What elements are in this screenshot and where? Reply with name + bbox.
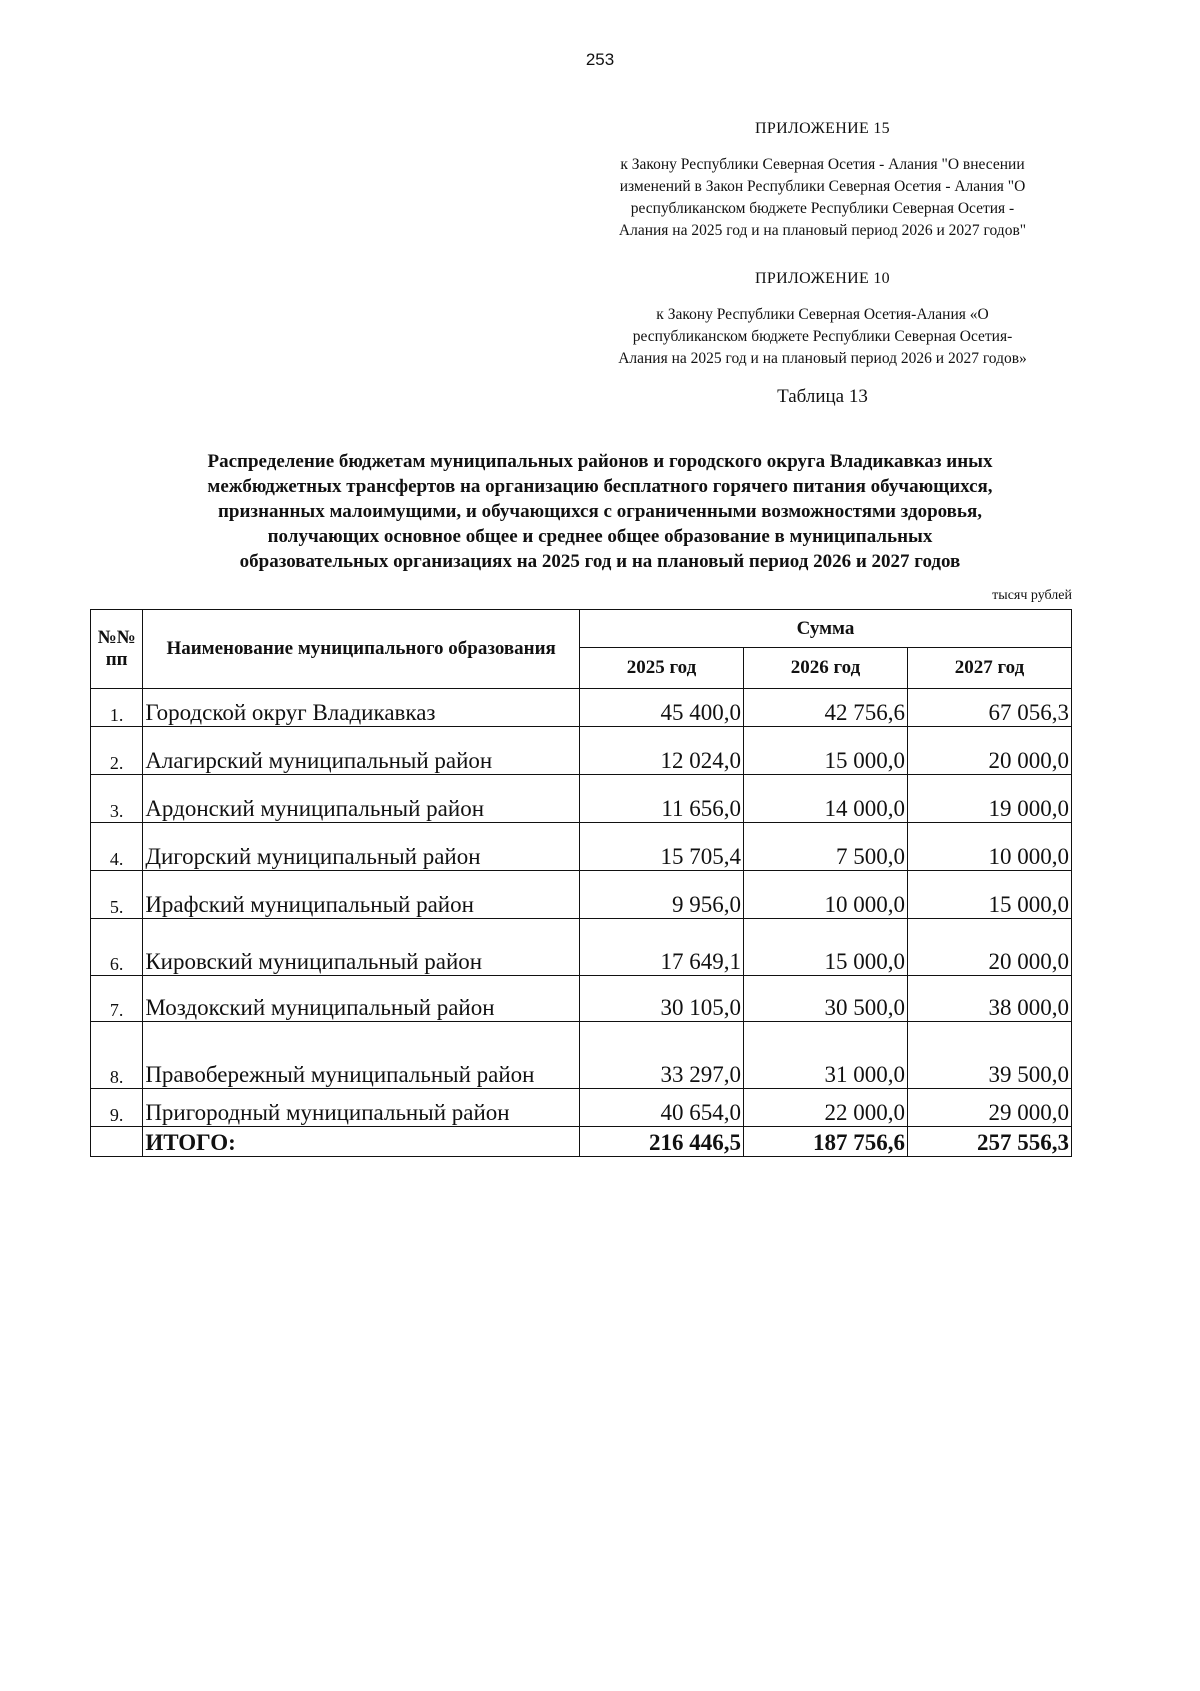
- table-row: [91, 871, 1072, 919]
- total-label: ИТОГО:: [143, 1127, 580, 1157]
- row-value-2027: 10 000,0: [907, 823, 1071, 871]
- row-number: 5.: [91, 871, 143, 919]
- row-value-2026: 7 500,0: [743, 823, 907, 871]
- row-value-2026: 42 756,6: [743, 689, 907, 727]
- appendix-15-description: [575, 154, 1070, 242]
- total-value-2025: 216 446,5: [579, 1127, 743, 1157]
- row-number: 1.: [91, 689, 143, 727]
- row-value-2025: 45 400,0: [579, 689, 743, 727]
- header-number: №№ пп: [91, 610, 143, 689]
- row-value-2027: 19 000,0: [907, 775, 1071, 823]
- row-value-2025: 9 956,0: [579, 871, 743, 919]
- row-value-2027: 20 000,0: [907, 727, 1071, 775]
- title-line: образовательных организациях на 2025 год и на плановый период 2026 и 2027 годов: [239, 551, 961, 572]
- appendix-10-description: [575, 304, 1070, 370]
- row-value-2026: 10 000,0: [743, 871, 907, 919]
- row-number: 7.: [91, 976, 143, 1022]
- appendix-15-line: к Закону Республики Северная Осетия - Алания "О внесении: [620, 156, 1025, 173]
- row-value-2027: 20 000,0: [907, 919, 1071, 976]
- title-line: признанных малоимущими, и обучающихся с ограниченными возможностями здоровья,: [217, 501, 983, 522]
- row-name: Дигорский муниципальный район: [143, 823, 580, 871]
- header-name: Наименование муниципального образования: [143, 610, 580, 689]
- row-name: Ирафский муниципальный район: [143, 871, 580, 919]
- distribution-table: [90, 609, 1072, 1157]
- row-number: 9.: [91, 1089, 143, 1127]
- appendix-15-title: ПРИЛОЖЕНИЕ 15: [755, 120, 890, 137]
- row-value-2027: 15 000,0: [907, 871, 1071, 919]
- title-line: получающих основное общее и среднее общее образование в муниципальных: [267, 526, 933, 547]
- table-row: [91, 919, 1072, 976]
- page-number: 253: [585, 50, 615, 69]
- total-row: [91, 1127, 1072, 1157]
- table-row: [91, 823, 1072, 871]
- row-value-2025: 33 297,0: [579, 1022, 743, 1089]
- row-value-2025: 15 705,4: [579, 823, 743, 871]
- row-name: Ардонский муниципальный район: [143, 775, 580, 823]
- appendix-10-line: Алания на 2025 год и на плановый период 2026 и 2027 годов»: [618, 350, 1027, 367]
- appendix-10-block: [575, 268, 1070, 370]
- row-name: Кировский муниципальный район: [143, 919, 580, 976]
- appendix-15-block: [575, 118, 1070, 242]
- appendix-10-line: к Закону Республики Северная Осетия-Алания «О: [656, 306, 989, 323]
- row-name: Правобережный муниципальный район: [143, 1022, 580, 1089]
- row-number: 6.: [91, 919, 143, 976]
- row-number: 3.: [91, 775, 143, 823]
- title-line: межбюджетных трансфертов на организацию бесплатного горячего питания обучающихся,: [207, 476, 993, 497]
- row-name: Моздокский муниципальный район: [143, 976, 580, 1022]
- table-row: [91, 775, 1072, 823]
- row-value-2025: 30 105,0: [579, 976, 743, 1022]
- row-value-2026: 15 000,0: [743, 727, 907, 775]
- row-value-2027: 38 000,0: [907, 976, 1071, 1022]
- total-number-cell: [91, 1127, 143, 1157]
- title-line: Распределение бюджетам муниципальных районов и городского округа Владикавказ иных: [207, 451, 993, 472]
- appendix-15-line: Алания на 2025 год и на плановый период 2026 и 2027 годов": [618, 222, 1027, 239]
- header-sum: Сумма: [579, 610, 1071, 648]
- table-row: [91, 727, 1072, 775]
- row-value-2027: 67 056,3: [907, 689, 1071, 727]
- row-number: 2.: [91, 727, 143, 775]
- row-value-2027: 39 500,0: [907, 1022, 1071, 1089]
- row-value-2025: 17 649,1: [579, 919, 743, 976]
- header-year-2027: 2027 год: [907, 648, 1071, 689]
- appendix-10-line: республиканском бюджете Республики Северная Осетия-: [632, 328, 1013, 345]
- row-value-2026: 22 000,0: [743, 1089, 907, 1127]
- table-row: [91, 689, 1072, 727]
- table-row: [91, 1022, 1072, 1089]
- row-number: 4.: [91, 823, 143, 871]
- row-value-2026: 30 500,0: [743, 976, 907, 1022]
- appendix-15-line: изменений в Закон Республики Северная Осетия - Алания "О: [619, 178, 1026, 195]
- document-title: [120, 449, 1080, 574]
- total-value-2027: 257 556,3: [907, 1127, 1071, 1157]
- appendix-15-line: республиканском бюджете Республики Северная Осетия -: [630, 200, 1015, 217]
- units-label: тысяч рублей: [992, 588, 1072, 603]
- total-value-2026: 187 756,6: [743, 1127, 907, 1157]
- row-value-2025: 12 024,0: [579, 727, 743, 775]
- row-number: 8.: [91, 1022, 143, 1089]
- row-value-2026: 14 000,0: [743, 775, 907, 823]
- row-name: Пригородный муниципальный район: [143, 1089, 580, 1127]
- row-value-2025: 11 656,0: [579, 775, 743, 823]
- header-year-2026: 2026 год: [743, 648, 907, 689]
- row-value-2026: 31 000,0: [743, 1022, 907, 1089]
- row-value-2025: 40 654,0: [579, 1089, 743, 1127]
- row-name: Городской округ Владикавказ: [143, 689, 580, 727]
- row-name: Алагирский муниципальный район: [143, 727, 580, 775]
- row-value-2027: 29 000,0: [907, 1089, 1071, 1127]
- table-row: [91, 976, 1072, 1022]
- table-row: [91, 1089, 1072, 1127]
- header-year-2025: 2025 год: [579, 648, 743, 689]
- appendix-10-title: ПРИЛОЖЕНИЕ 10: [755, 270, 890, 287]
- row-value-2026: 15 000,0: [743, 919, 907, 976]
- table-label: Таблица 13: [777, 386, 868, 407]
